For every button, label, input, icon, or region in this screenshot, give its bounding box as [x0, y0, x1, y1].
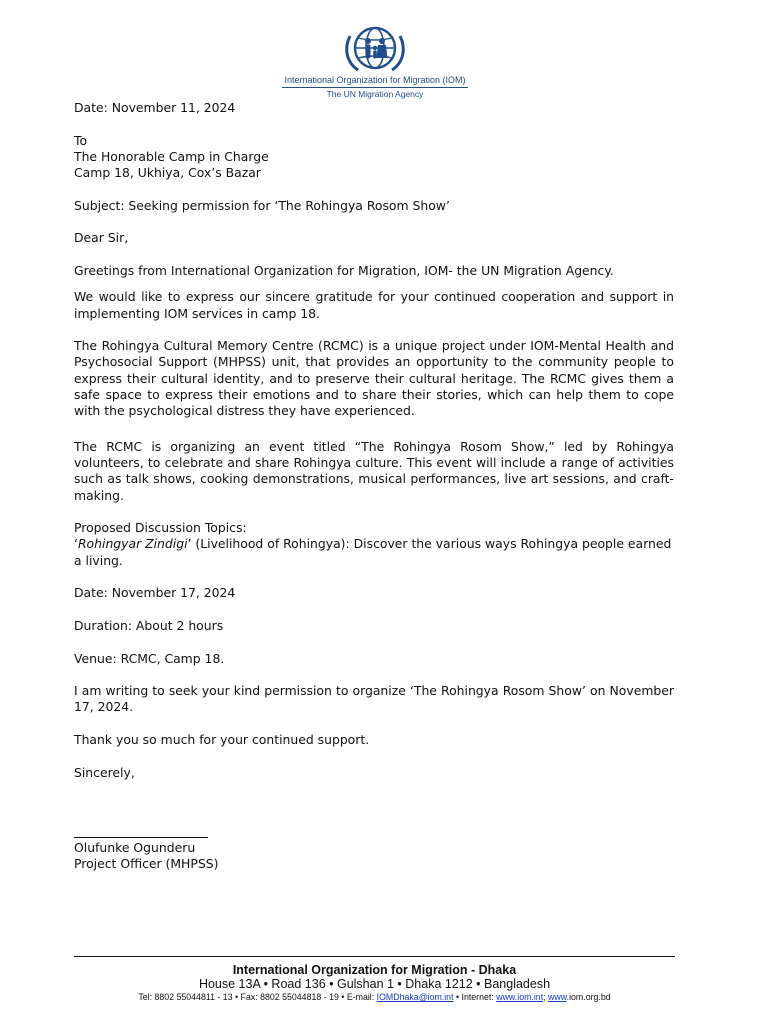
footer-website-2-link[interactable]: www	[548, 992, 567, 1002]
to-label: To	[74, 132, 88, 148]
footer-org: International Organization for Migration - Dhaka	[232, 963, 517, 977]
recipient-line-1: The Honorable Camp in Charge	[74, 148, 269, 164]
signer-name: Olufunke Ogunderu	[74, 839, 196, 855]
thanks-line: Thank you so much for your continued support.	[74, 731, 370, 747]
topic-item	[74, 536, 674, 569]
topic-open-quote: ‘	[74, 536, 78, 552]
footer-address: House 13A • Road 136 • Gulshan 1 • Dhaka 1212 • Bangladesh	[198, 977, 551, 991]
iom-globe-family-icon	[342, 24, 408, 74]
logo-tagline: The UN Migration Agency	[326, 89, 424, 99]
paragraph-request: I am writing to seek your kind permission to organize ‘The Rohingya Rosom Show’ on November 17, 2024.	[74, 683, 674, 715]
footer-internet-label: • Internet:	[453, 992, 497, 1002]
signer-title: Project Officer (MHPSS)	[74, 856, 219, 872]
letter-body	[74, 100, 674, 872]
greeting: Greetings from International Organization for Migration, IOM- the UN Migration Agency.	[74, 262, 614, 278]
paragraph-event: The RCMC is organizing an event titled “The Rohingya Rosom Show,” led by Rohingya volunteers, to celebrate and share Rohingya culture. This event will include a range of activities such as talk shows, cooking demonstrations, musical performances, live art sessions, and craft-making.	[74, 438, 674, 503]
paragraph-rcmc: The Rohingya Cultural Memory Centre (RCMC) is a unique project under IOM-Mental Health and Psychosocial Support (MHPSS) unit, that provides an opportunity to the community people to express their cultural identity, and to preserve their cultural heritage. The RCMC gives them a safe space to express their emotions and to share their stories, which can help them to cope with the psychological distress they have experienced.	[74, 338, 674, 419]
footer-separator: ;	[543, 992, 549, 1002]
letter-footer	[74, 956, 675, 1003]
topic-title: Rohingyar Zindigi	[77, 536, 188, 552]
topics-heading: Proposed Discussion Topics:	[74, 520, 247, 536]
footer-website-2-rest: .iom.org.bd	[566, 992, 611, 1002]
subject-line: Subject: Seeking permission for ‘The Rohingya Rosom Show’	[74, 197, 450, 213]
closing: Sincerely,	[74, 764, 135, 780]
logo-org-name: International Organization for Migration (IOM)	[284, 75, 466, 85]
letter-date: Date: November 11, 2024	[74, 100, 236, 115]
iom-logo	[280, 24, 470, 104]
event-venue: Venue: RCMC, Camp 18.	[74, 650, 225, 666]
event-duration: Duration: About 2 hours	[74, 617, 224, 633]
footer-phone-fax: Tel: 8802 55044811 - 13 • Fax: 8802 55044818 - 19 • E-mail:	[138, 992, 377, 1002]
salutation: Dear Sir,	[74, 230, 129, 246]
topic-description: ’ (Livelihood of Rohingya): Discover the various ways Rohingya people earned a living.	[74, 536, 672, 568]
footer-website-link[interactable]: www.iom.int	[496, 992, 544, 1002]
footer-email-link[interactable]: IOMDhaka@iom.int	[376, 992, 454, 1002]
footer-divider	[74, 956, 675, 957]
logo-divider	[282, 87, 468, 88]
paragraph-gratitude: We would like to express our sincere gratitude for your continued cooperation and support in implementing IOM services in camp 18.	[74, 289, 674, 321]
event-date: Date: November 17, 2024	[74, 585, 236, 601]
recipient-line-2: Camp 18, Ukhiya, Cox’s Bazar	[74, 165, 261, 181]
footer-contact	[74, 991, 675, 1003]
